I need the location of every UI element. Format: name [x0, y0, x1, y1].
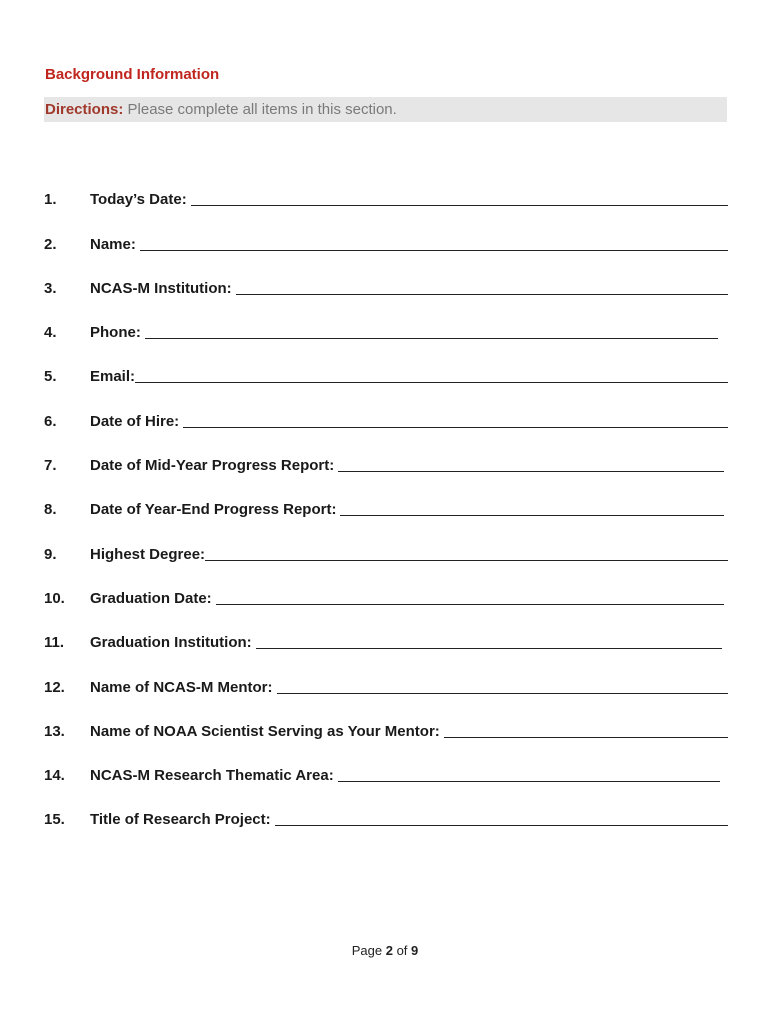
item-label: Graduation Date:	[90, 589, 212, 607]
graduation-date-field[interactable]	[216, 603, 724, 605]
page-word: Page	[351, 943, 383, 958]
date-of-hire-field[interactable]	[183, 426, 728, 428]
form-item-date-of-hire	[44, 396, 728, 440]
form-item-research-project-title	[44, 795, 728, 839]
section-title: Background Information	[45, 66, 220, 83]
item-number: 2.	[44, 235, 57, 253]
noaa-mentor-field[interactable]	[444, 736, 728, 738]
graduation-institution-field[interactable]	[256, 647, 722, 649]
form-item-name	[44, 219, 728, 263]
form-item-mid-year-report	[44, 441, 728, 485]
form-item-ncasm-mentor	[44, 662, 728, 706]
item-number: 4.	[44, 324, 57, 342]
directions-bar	[44, 97, 727, 122]
email-field[interactable]	[135, 381, 728, 383]
form-item-institution	[44, 264, 728, 308]
mid-year-report-date-field[interactable]	[338, 470, 724, 472]
form-item-email	[44, 352, 728, 396]
form-item-year-end-report	[44, 485, 728, 529]
item-number: 15.	[44, 811, 65, 829]
item-label: Name of NCAS-M Mentor:	[90, 678, 273, 696]
institution-field[interactable]	[236, 293, 728, 295]
form-list	[44, 175, 728, 839]
form-item-graduation-institution	[44, 618, 728, 662]
total-pages-number: 9	[411, 943, 419, 958]
item-number: 6.	[44, 412, 57, 430]
item-number: 10.	[44, 589, 65, 607]
directions-text: Please complete all items in this section.	[123, 101, 397, 118]
form-item-noaa-mentor	[44, 707, 728, 751]
item-label: Highest Degree:	[90, 545, 206, 563]
item-label: Date of Mid-Year Progress Report:	[90, 457, 335, 475]
form-item-graduation-date	[44, 574, 728, 618]
thematic-area-field[interactable]	[338, 780, 720, 782]
item-label: Title of Research Project:	[90, 811, 271, 829]
current-page-number: 2	[385, 943, 393, 958]
todays-date-field[interactable]	[191, 204, 728, 206]
item-label: Graduation Institution:	[90, 634, 252, 652]
item-label: Name of NOAA Scientist Serving as Your Mentor:	[90, 722, 440, 740]
highest-degree-field[interactable]	[205, 559, 728, 561]
directions-lead: Directions:	[45, 101, 124, 118]
research-project-title-field[interactable]	[275, 824, 728, 826]
item-label: NCAS-M Research Thematic Area:	[90, 767, 334, 785]
item-label: Today’s Date:	[90, 191, 187, 209]
form-item-thematic-area	[44, 751, 728, 795]
item-number: 14.	[44, 767, 65, 785]
name-field[interactable]	[140, 249, 728, 251]
item-number: 7.	[44, 457, 57, 475]
item-label: Date of Hire:	[90, 412, 180, 430]
item-label: NCAS-M Institution:	[90, 279, 232, 297]
item-label: Phone:	[90, 324, 141, 342]
year-end-report-date-field[interactable]	[340, 514, 724, 516]
ncasm-mentor-field[interactable]	[277, 692, 729, 694]
phone-field[interactable]	[145, 337, 718, 339]
form-item-highest-degree	[44, 529, 728, 573]
item-label: Name:	[90, 235, 136, 253]
page-footer	[0, 943, 770, 958]
item-number: 11.	[44, 634, 65, 652]
item-number: 13.	[44, 722, 65, 740]
item-number: 5.	[44, 368, 57, 386]
item-number: 8.	[44, 501, 57, 519]
of-word: of	[396, 943, 408, 958]
form-item-todays-date	[44, 175, 728, 219]
item-number: 3.	[44, 279, 57, 297]
form-item-phone	[44, 308, 728, 352]
item-number: 12.	[44, 678, 65, 696]
item-number: 1.	[44, 191, 57, 209]
item-label: Date of Year-End Progress Report:	[90, 501, 337, 519]
item-number: 9.	[44, 545, 57, 563]
item-label: Email:	[90, 368, 136, 386]
